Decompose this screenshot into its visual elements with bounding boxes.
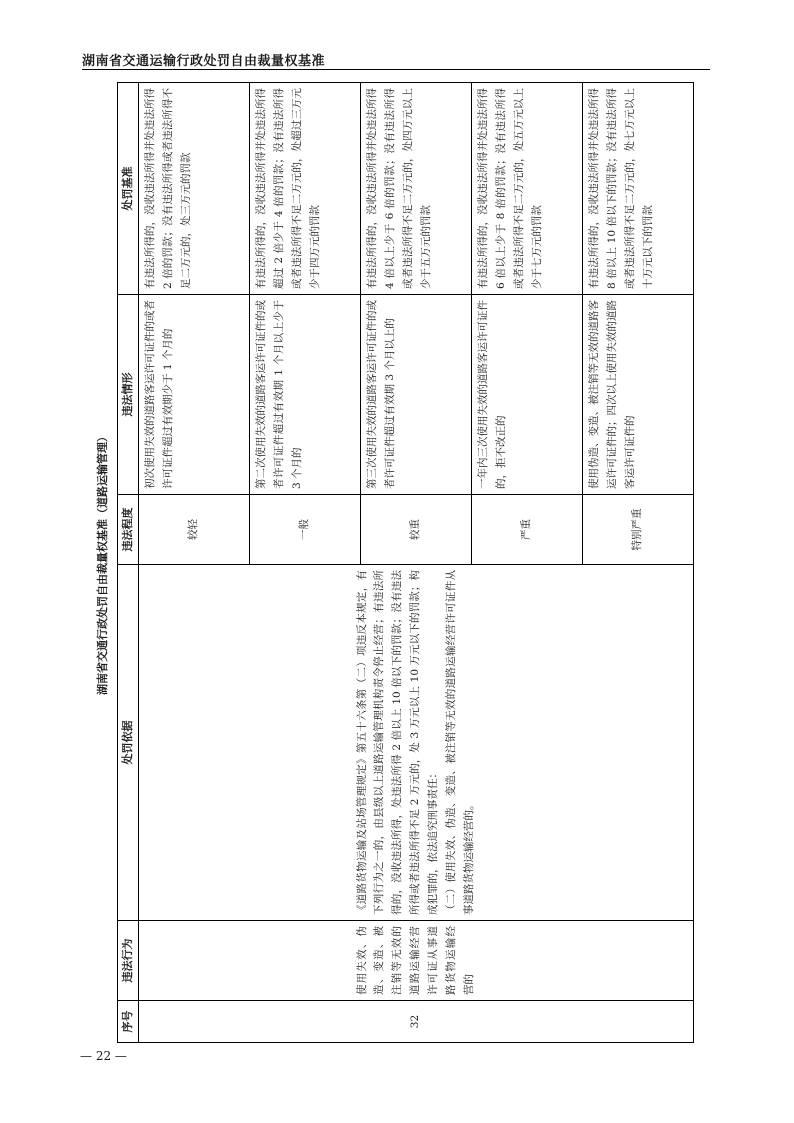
running-header: 湖南省交通运输行政处罚自由裁量权基准: [82, 54, 326, 69]
rotated-table-container: [89, 83, 709, 1043]
header-basis: 处罚依据: [118, 565, 139, 921]
basis-paragraph: 《道路货物运输及站场管理规定》第五十六条第（二）项违反本规定，有下列行为之一的，由县级以上道路运输管理机构责令停止经营；有违法所得的，没收违法所得，处违法所得 2 倍以上 10 倍以下的罚款；没有违法所得或者违法所得不足 2 万元的，处 3 万元以上 10 万元以下的罚款；构成犯罪的，依法追究刑事责任：: [355, 570, 439, 915]
header-situation: 违法情形: [118, 295, 139, 495]
violation-behavior: 使用失效、伪造、变造、被注销等无效的道路运输经营许可证从事道路货物运输经营的: [139, 921, 694, 1001]
basis-paragraph: （二）使用失效、伪造、变造、被注销等无效的道路运输经营许可证件从事道路货物运输经营的。: [444, 570, 475, 915]
situation-cell: 第三次使用失效的道路客运许可证件的或者许可证件超过有效期 3 个月以上的: [361, 295, 472, 495]
header-row: [118, 83, 139, 1043]
situation-cell: 使用伪造、变造、被注销等无效的道路客运许可证件的；四次以上使用失效的道路客运许可证件的: [583, 295, 694, 495]
standard-cell: 有违法所得的，没收违法所得并处违法所得 6 倍以上少于 8 倍的罚款；没有违法所得或者违法所得不足二万元的，处五万元以上少于七万元的罚款: [472, 83, 583, 295]
table-row: [139, 83, 250, 1043]
header-standard: 处罚基准: [118, 83, 139, 295]
header-rule: [82, 69, 710, 70]
row-number: 32: [139, 1001, 694, 1043]
standard-cell: 有违法所得的，没收违法所得并处违法所得 2 倍的罚款；没有违法所得或者违法所得不足二万元的，处三万元的罚款: [139, 83, 250, 295]
degree-cell: 较轻: [139, 495, 250, 565]
standard-cell: 有违法所得的，没收违法所得并处违法所得超过 2 倍少于 4 倍的罚款；没有违法所得或者违法所得不足二万元的，处超过三万元少于四万元的罚款: [250, 83, 361, 295]
standard-cell: 有违法所得的，没收违法所得并处违法所得 4 倍以上少于 6 倍的罚款；没有违法所得或者违法所得不足二万元的，处四万元以上少于五万元的罚款: [361, 83, 472, 295]
degree-cell: 一般: [250, 495, 361, 565]
table-title: 湖南省交通行政处罚自由裁量权基准（道路运输管理）: [96, 431, 109, 695]
header-behavior: 违法行为: [118, 921, 139, 1001]
header-degree: 违法程度: [118, 495, 139, 565]
degree-cell: 严重: [472, 495, 583, 565]
situation-cell: 一年内三次使用失效的道路客运许可证件的，拒不改正的: [472, 295, 583, 495]
page-number: — 22 —: [80, 1049, 127, 1063]
standard-cell: 有违法所得的，没收违法所得并处违法所得 8 倍以上 10 倍以下的罚款；没有违法所得或者违法所得不足二万元的，处七万元以上十万元以下的罚款: [583, 83, 694, 295]
penalty-basis: [139, 565, 694, 921]
situation-cell: 初次使用失效的道路客运许可证件的或者许可证件超过有效期少于 1 个月的: [139, 295, 250, 495]
degree-cell: 较重: [361, 495, 472, 565]
header-no: 序号: [118, 1001, 139, 1043]
penalty-standard-table: [117, 82, 694, 1043]
situation-cell: 第二次使用失效的道路客运许可证件的或者许可证件超过有效期 1 个月以上少于 3 个月的: [250, 295, 361, 495]
degree-cell: 特别严重: [583, 495, 694, 565]
